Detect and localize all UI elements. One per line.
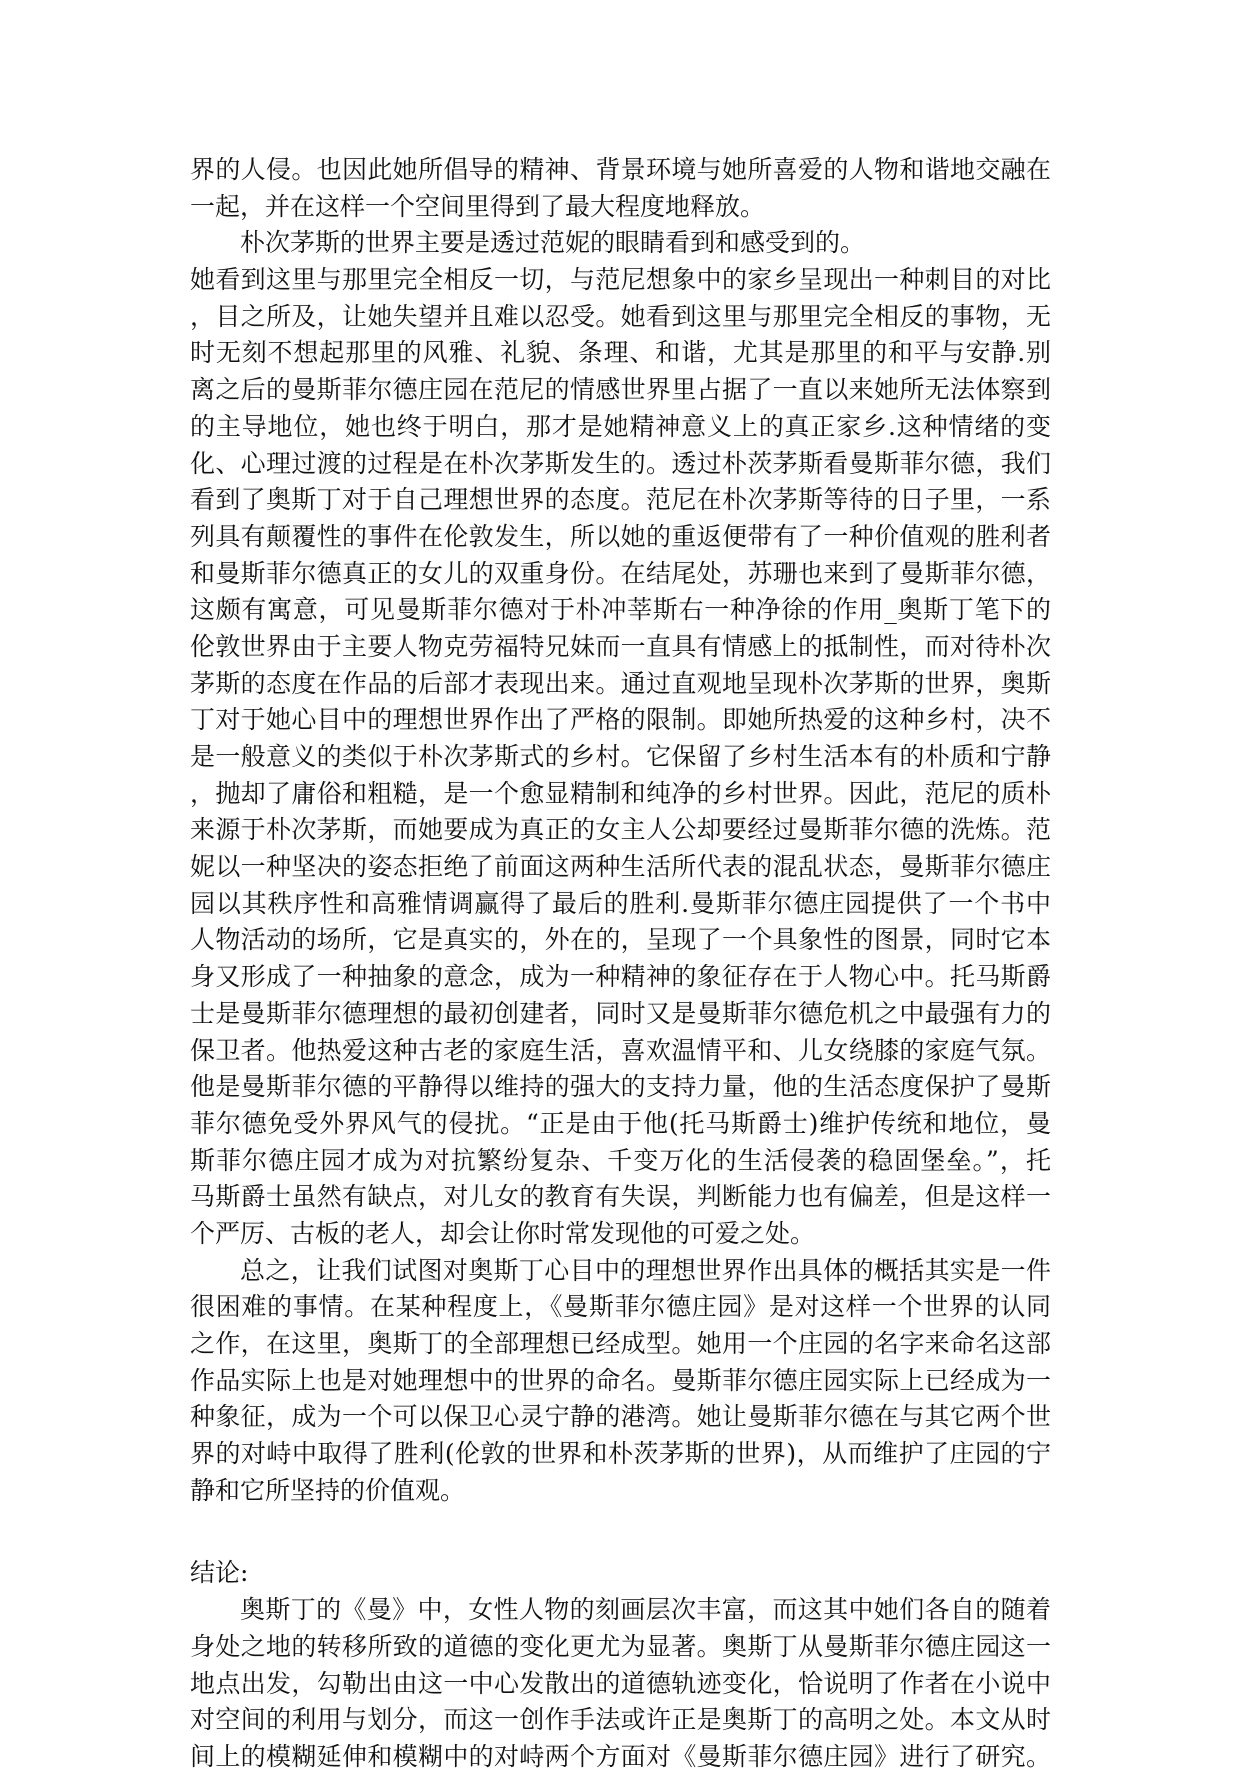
text-line: 保卫者。他热爱这种古老的家庭生活，喜欢温情平和、儿女绕膝的家庭气氛。 <box>190 1035 1051 1065</box>
text-line: 妮以一种坚决的姿态拒绝了前面这两种生活所代表的混乱状态，曼斯菲尔德庄 <box>190 852 1051 882</box>
paragraph <box>190 262 1051 1253</box>
text-line: 之作，在这里，奥斯丁的全部理想已经成型。她用一个庄园的名字来命名这部 <box>190 1329 1051 1358</box>
text-line: 士是曼斯菲尔德理想的最初创建者，同时又是曼斯菲尔德危机之中最强有力的 <box>190 998 1051 1028</box>
text-line: 界的人侵。也因此她所倡导的精神、背景环境与她所喜爱的人物和谐地交融在 <box>190 155 1051 184</box>
text-line: 丁对于她心目中的理想世界作出了严格的限制。即她所热爱的这种乡村，决不 <box>190 705 1051 735</box>
text-line: 人物活动的场所，它是真实的，外在的，呈现了一个具象性的图景，同时它本 <box>190 925 1051 955</box>
text-line: 奥斯丁的《曼》中，女性人物的刻画层次丰富，而这其中她们各自的随着 <box>240 1595 1051 1625</box>
text-line: 身又形成了一种抽象的意念，成为一种精神的象征存在于人物心中。托马斯爵 <box>190 962 1051 992</box>
body-text <box>190 152 1051 1509</box>
text-line: 列具有颠覆性的事件在伦敦发生，所以她的重返便带有了一种价值观的胜利者 <box>190 521 1051 551</box>
section-gap <box>190 1509 1051 1555</box>
document-page <box>190 152 1051 1776</box>
text-line: ，抛却了庸俗和粗糙，是一个愈显精制和纯净的乡村世界。因此，范尼的质朴 <box>190 778 1051 808</box>
text-line: 马斯爵士虽然有缺点，对儿女的教育有失误，判断能力也有偏差，但是这样一 <box>190 1182 1051 1212</box>
text-line: 的主导地位，她也终于明白，那才是她精神意义上的真正家乡.这种情绪的变 <box>190 411 1051 441</box>
text-line: ，目之所及，让她失望并且难以忍受。她看到这里与那里完全相反的事物，无 <box>190 301 1051 331</box>
conclusion-heading: 结论: <box>190 1558 249 1588</box>
text-line: 总之，让我们试图对奥斯丁心目中的理想世界作出具体的概括其实是一件 <box>240 1255 1051 1285</box>
text-line: 静和它所坚持的价值观。 <box>190 1475 466 1505</box>
text-line: 离之后的曼斯菲尔德庄园在范尼的情感世界里占据了一直以来她所无法体察到 <box>190 375 1051 405</box>
text-line: 园以其秩序性和高雅情调赢得了最后的胜利.曼斯菲尔德庄园提供了一个书中 <box>190 888 1051 918</box>
text-line: 他是曼斯菲尔德的平静得以维持的强大的支持力量，他的生活态度保护了曼斯 <box>190 1072 1051 1102</box>
text-line: 来源于朴次茅斯，而她要成为真正的女主人公却要经过曼斯菲尔德的洗炼。范 <box>190 815 1051 845</box>
paragraph <box>190 225 1051 262</box>
text-line: 她看到这里与那里完全相反一切，与范尼想象中的家乡呈现出一种刺目的对比 <box>190 265 1051 295</box>
text-line: 化、心理过渡的过程是在朴次茅斯发生的。透过朴茨茅斯看曼斯菲尔德，我们 <box>190 448 1051 478</box>
text-line: 这颇有寓意，可见曼斯菲尔德对于朴冲莘斯右一种净徐的作用_奥斯丁笔下的 <box>190 595 1051 625</box>
text-line: 身处之地的转移所致的道德的变化更尤为显著。奥斯丁从曼斯菲尔德庄园这一 <box>190 1631 1051 1661</box>
paragraph <box>190 152 1051 225</box>
text-line: 伦敦世界由于主要人物克劳福特兄妹而一直具有情感上的抵制性，而对待朴次 <box>190 631 1051 661</box>
conclusion-section <box>190 1555 1051 1775</box>
text-line: 看到了奥斯丁对于自己理想世界的态度。范尼在朴次茅斯等待的日子里，一系 <box>190 485 1051 515</box>
text-line: 很困难的事情。在某种程度上，《曼斯菲尔德庄园》是对这样一个世界的认同 <box>190 1292 1051 1322</box>
text-line: 和曼斯菲尔德真正的女儿的双重身份。在结尾处，苏珊也来到了曼斯菲尔德， <box>190 558 1051 588</box>
text-line: 是一般意义的类似于朴次茅斯式的乡村。它保留了乡村生活本有的朴质和宁静 <box>190 742 1051 771</box>
text-line: 朴次茅斯的世界主要是透过范妮的眼睛看到和感受到的。 <box>240 228 866 258</box>
text-line: 一起，并在这样一个空间里得到了最大程度地释放。 <box>190 191 766 221</box>
text-line: 茅斯的态度在作品的后部才表现出来。通过直观地呈现朴次茅斯的世界，奥斯 <box>190 668 1051 698</box>
text-line: 斯菲尔德庄园才成为对抗繁纷复杂、千变万化的生活侵袭的稳固堡垒。”，托 <box>190 1145 1051 1175</box>
paragraph <box>190 1253 1051 1510</box>
text-line: 个严厉、古板的老人，却会让你时常发现他的可爱之处。 <box>190 1218 816 1248</box>
text-line: 对空间的利用与划分，而这一创作手法或许正是奥斯丁的高明之处。本文从时 <box>190 1705 1051 1735</box>
text-line: 作品实际上也是对她理想中的世界的命名。曼斯菲尔德庄园实际上已经成为一 <box>190 1365 1051 1395</box>
conclusion-paragraph <box>190 1592 1051 1775</box>
text-line: 间上的模糊延伸和模糊中的对峙两个方面对《曼斯菲尔德庄园》进行了研究。 <box>190 1741 1051 1771</box>
text-line: 种象征，成为一个可以保卫心灵宁静的港湾。她让曼斯菲尔德在与其它两个世 <box>190 1402 1051 1432</box>
text-line: 界的对峙中取得了胜利(伦敦的世界和朴茨茅斯的世界)，从而维护了庄园的宁 <box>190 1439 1051 1469</box>
text-line: 时无刻不想起那里的风雅、礼貌、条理、和谐，尤其是那里的和平与安静.别 <box>190 338 1051 368</box>
text-line: 菲尔德免受外界风气的侵扰。“正是由于他(托马斯爵士)维护传统和地位，曼 <box>190 1108 1051 1138</box>
text-line: 地点出发，勾勒出由这一中心发散出的道德轨迹变化，恰说明了作者在小说中 <box>190 1668 1051 1698</box>
